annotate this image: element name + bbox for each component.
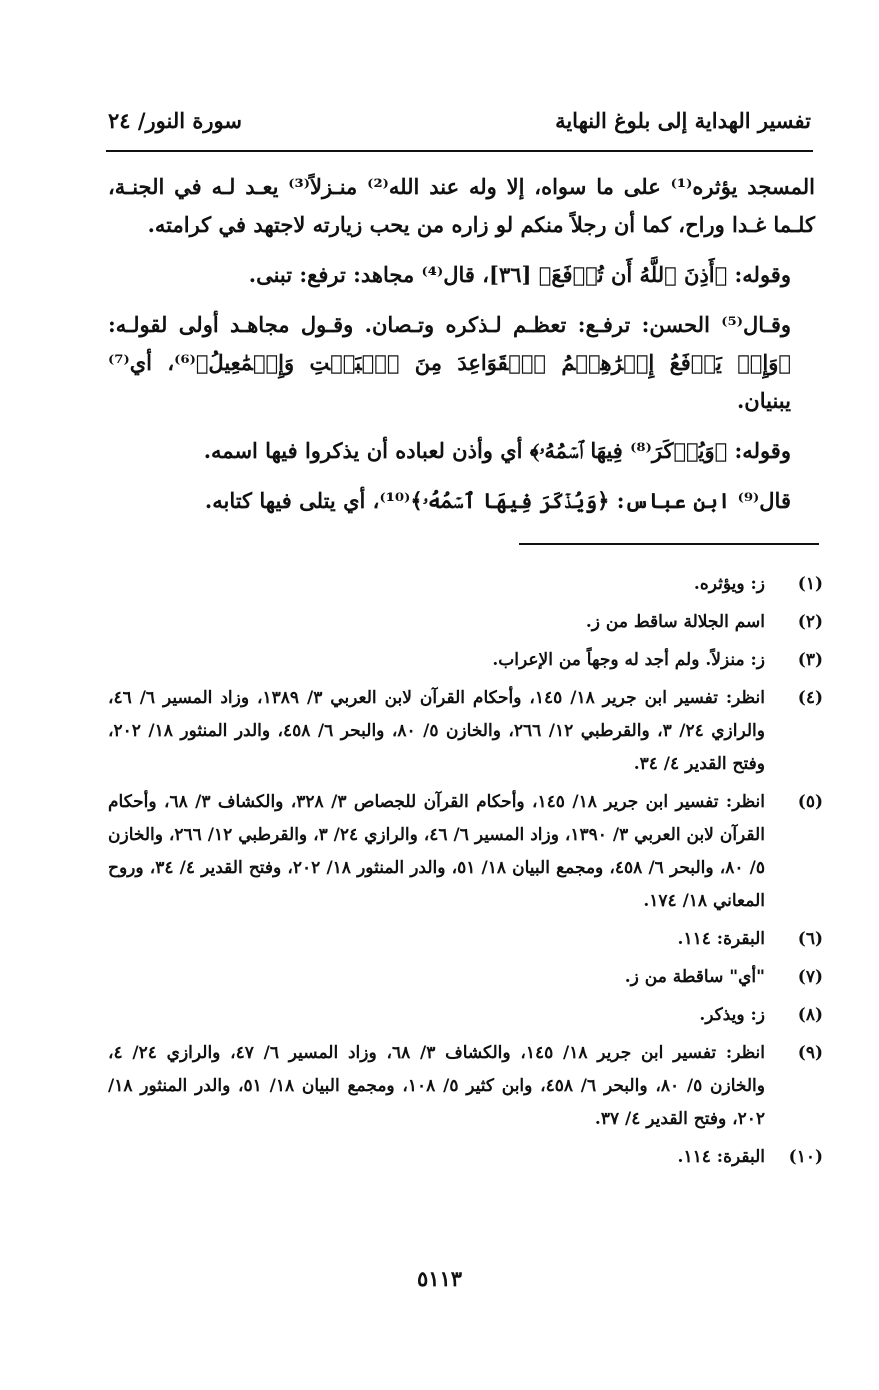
footnote-text: ز: منزلاً. ولم أجد له وجهاً من الإعراب.: [492, 650, 765, 670]
footnote-number: (٨): [797, 1005, 823, 1025]
footnote: [108, 568, 823, 601]
footnote-number: (٤): [797, 688, 823, 708]
footnote-number: (١): [797, 574, 823, 594]
footnote: [108, 1141, 823, 1174]
footnote-text: اسم الجلالة ساقط من ز.: [585, 612, 765, 632]
footnote-text: ز: ويؤثره.: [693, 574, 765, 594]
footnote-text: البقرة: ١١٤.: [677, 929, 765, 949]
footnote-separator: [519, 543, 819, 545]
footnote-text: انظر: تفسير ابن جرير ١٨/ ١٤٥، والكشاف ٣/ ٦٨، وزاد المسير ٦/ ٤٧، والرازي ٢٤/ ٤، والخازن ٥/ ٨٠، والبحر ٦/ ٤٥٨، وابن كثير ٥/ ١٠٨، ومجمع البيان ١٨/ ٥١، والدر المنثور ١٨/ ٢٠٢، وفتح القدير ٤/ ٣٧.: [108, 1043, 765, 1129]
paragraph-1: المسجد يؤثره⁽¹⁾ على ما سواه، إلا وله عند الله⁽²⁾ منـزلاً⁽³⁾ يعـد لـه في الجنـة، كلـما غـدا وراح، كما أن رجلاً منكم لو زاره من يحب زيارته لاجتهد في كرامته.: [108, 174, 815, 237]
footnote-text: انظر: تفسير ابن جرير ١٨/ ١٤٥، وأحكام القرآن للجصاص ٣/ ٣٢٨، والكشاف ٣/ ٦٨، وأحكام القرآن لابن العربي ٣/ ١٣٩٠، وزاد المسير ٦/ ٤٦، والرازي ٢٤/ ٣، والقرطبي ١٢/ ٢٦٦، والخازن ٥/ ٨٠، والبحر ٦/ ٤٥٨، ومجمع البيان ١٨/ ٥١، والدر المنثور ١٨/ ٢٠٢، وفتح القدير ٤/ ٣٤، وروح المعاني ١٨/ ١٧٤.: [108, 792, 765, 911]
paragraph-5: قال⁽⁹⁾ ابن عباس: ﴿وَيُذۡكَرَ فِيهَا ٱسۡمُهُۥ﴾⁽¹⁰⁾، أي يتلى فيها كتابه.: [204, 488, 791, 513]
footnote: [108, 1037, 823, 1136]
footnote-number: (١٠): [788, 1147, 823, 1167]
book-title: تفسير الهداية إلى بلوغ النهاية: [555, 108, 811, 133]
header-rule: [106, 150, 813, 152]
footnotes: [108, 568, 823, 1179]
surah-reference: سورة النور/ ٢٤: [108, 108, 243, 133]
footnote: [108, 999, 823, 1032]
footnote: [108, 606, 823, 639]
footnote-number: (٥): [797, 792, 823, 812]
footnote-text: ز: ويذكر.: [699, 1005, 765, 1025]
page-number: ٥١١٣: [416, 1266, 463, 1291]
footnote: [108, 923, 823, 956]
footnote: [108, 682, 823, 781]
running-header: [108, 108, 811, 133]
footnote-number: (٧): [797, 967, 823, 987]
paragraph-4: وقوله: ﴿وَيُذۡكَرَ⁽⁸⁾ فِيهَا ٱسۡمُهُۥ﴾ أي وأذن لعباده أن يذكروا فيها اسمه.: [203, 438, 791, 463]
footnote-number: (٦): [797, 929, 823, 949]
footnote-text: "أي" ساقطة من ز.: [624, 967, 765, 987]
paragraph-2: وقوله: ﴿أَذِنَ ٱللَّهُ أَن تُرۡفَعَ﴾ [٣٦]، قال⁽⁴⁾ مجاهد: ترفع: تبنى.: [248, 262, 791, 287]
paragraph-3: وقـال⁽⁵⁾ الحسن: ترفـع: تعظـم لـذكره وتـصان. وقـول مجاهـد أولى لقولـه: ﴿وَإِذۡ يَرۡفَعُ إِبۡرَٰهِـۧمُ ٱلۡقَوَاعِدَ مِنَ ٱلۡبَيۡتِ وَإِسۡمَٰعِيلُ﴾⁽⁶⁾، أي⁽⁷⁾ يبنيان.: [108, 312, 791, 413]
main-text: [108, 168, 815, 532]
footnote-number: (٩): [797, 1043, 823, 1063]
footnote: [108, 786, 823, 918]
footnote-text: انظر: تفسير ابن جرير ١٨/ ١٤٥، وأحكام القرآن لابن العربي ٣/ ١٣٨٩، وزاد المسير ٦/ ٤٦، والرازي ٢٤/ ٣، والقرطبي ١٢/ ٢٦٦، والخازن ٥/ ٨٠، والبحر ٦/ ٤٥٨، والدر المنثور ١٨/ ٢٠٢، وفتح القدير ٤/ ٣٤.: [108, 688, 765, 774]
footnote: [108, 644, 823, 677]
footnote-number: (٣): [797, 650, 823, 670]
footnote-text: البقرة: ١١٤.: [677, 1147, 765, 1167]
footnote-number: (٢): [797, 612, 823, 632]
footnote: [108, 961, 823, 994]
